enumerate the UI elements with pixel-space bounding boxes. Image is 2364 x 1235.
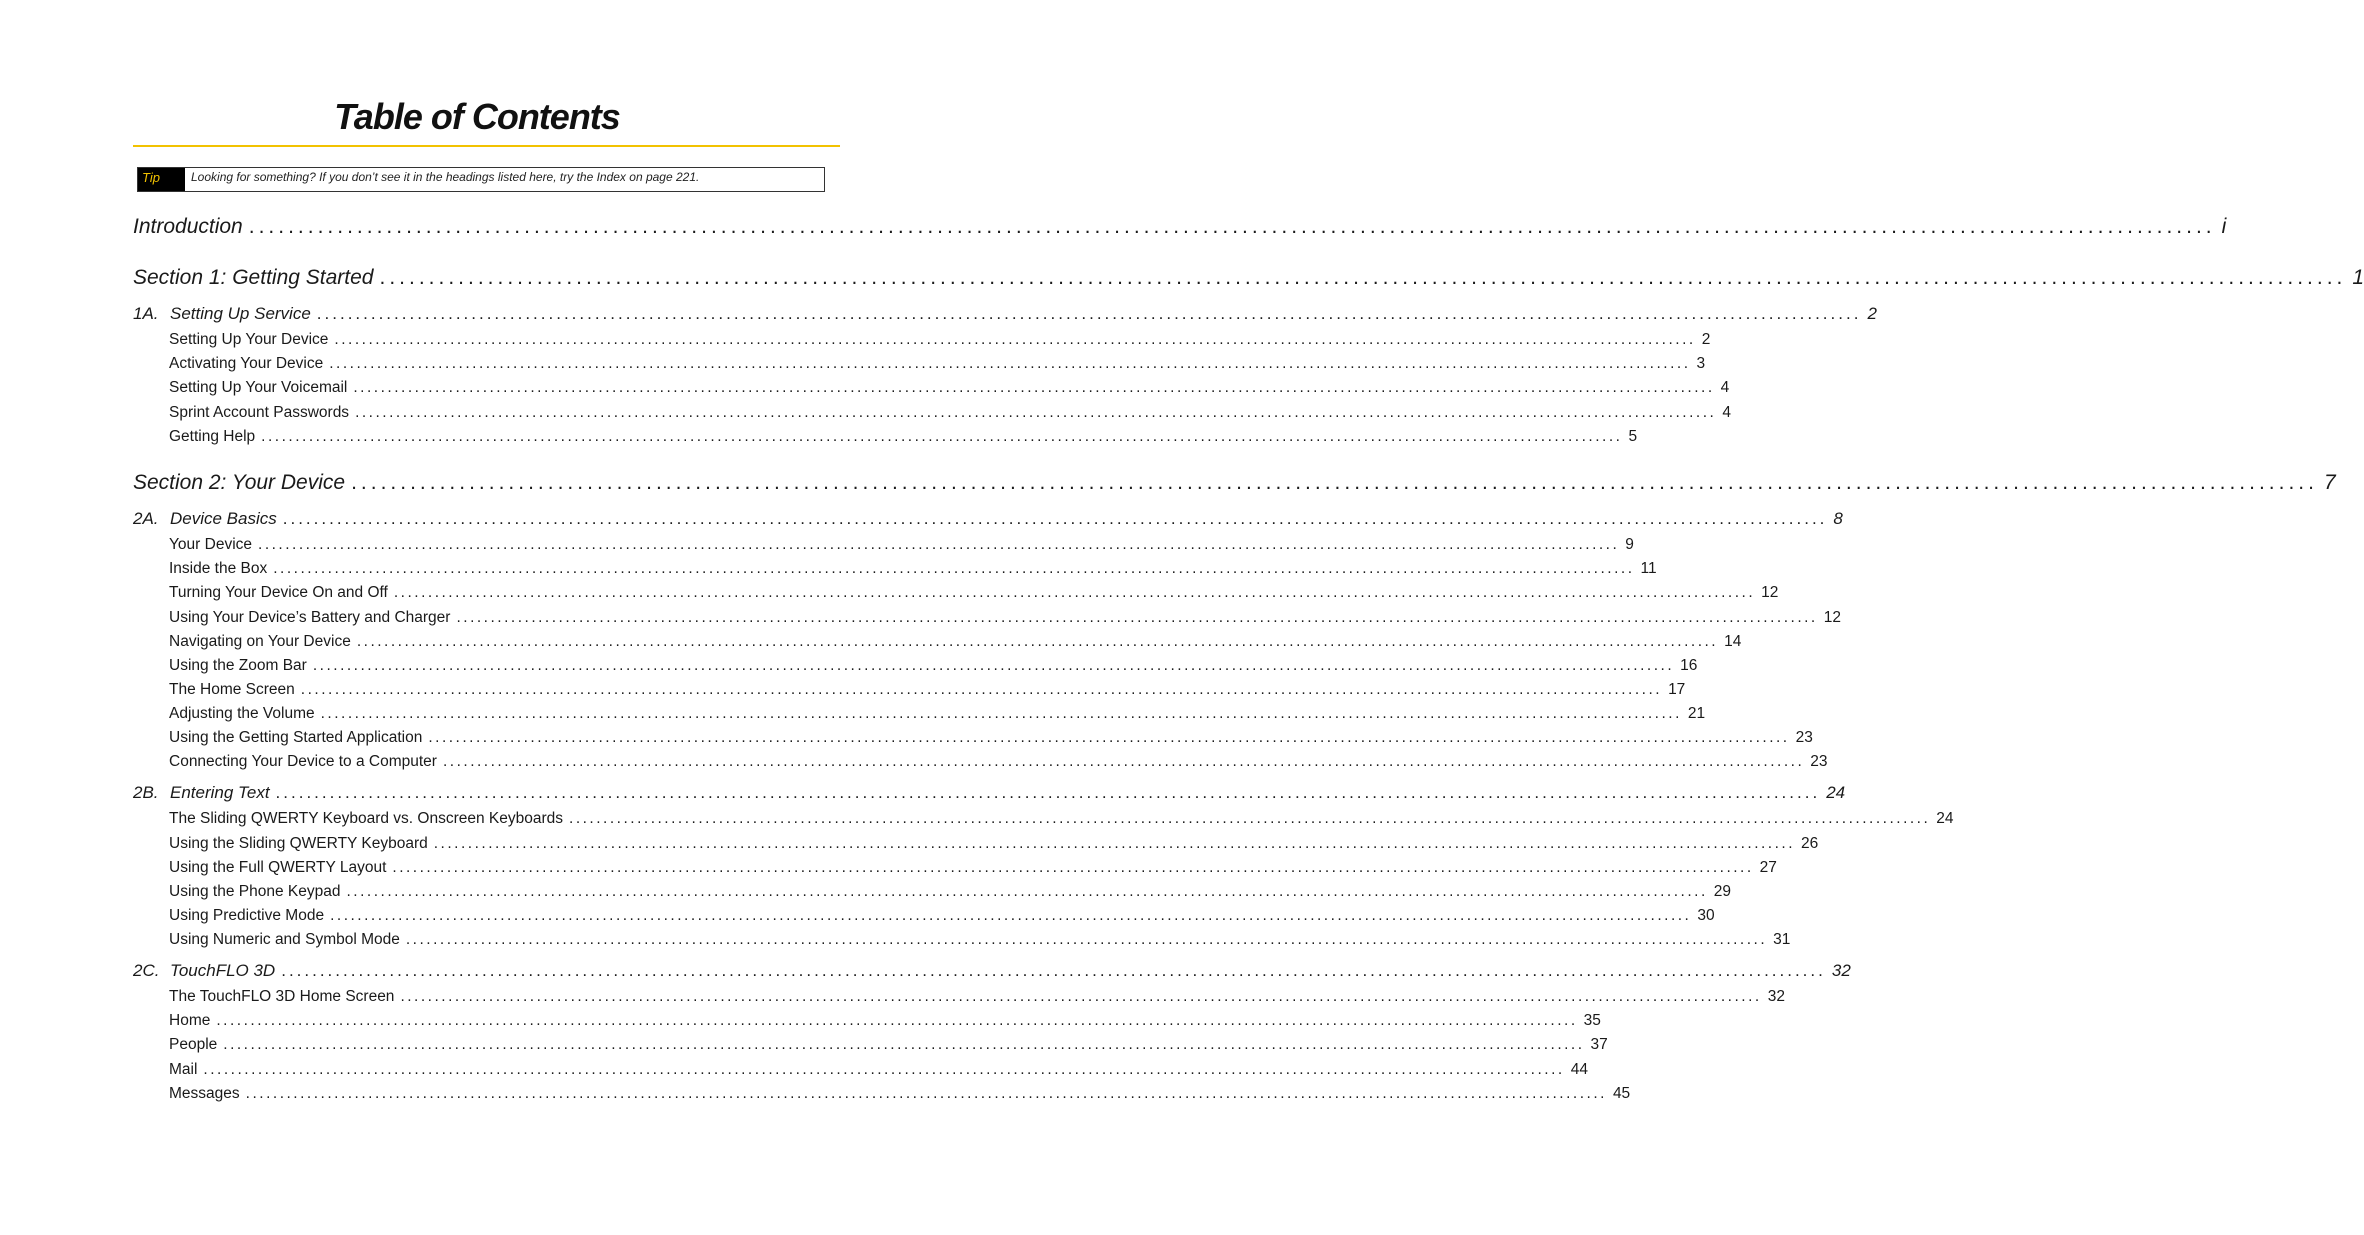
dot-leader: ........................................................................................................................................................................................................: [356, 633, 1719, 650]
toc-page-number: 29: [1713, 883, 1732, 900]
toc-entry-chapter[interactable]: [133, 961, 1851, 981]
toc-entry-title: [169, 859, 386, 877]
toc-entry-title: [133, 783, 270, 803]
toc-page-number: 23: [1810, 753, 1828, 770]
toc-entry-title: [169, 835, 428, 853]
toc-page-number: 32: [1831, 961, 1851, 980]
toc-entry-item[interactable]: [169, 859, 1777, 877]
toc-entry-item[interactable]: [169, 1036, 1608, 1054]
toc-entry-label: The Home Screen: [169, 681, 295, 698]
dot-leader: ........................................................................................................................................................................................................: [248, 215, 2216, 238]
toc-entry-label: Setting Up Your Device: [169, 331, 329, 348]
toc-entry-section[interactable]: [133, 471, 2336, 495]
toc-entry-label: Device Basics: [170, 509, 277, 528]
toc-entry-label: Mail: [169, 1061, 198, 1078]
toc-page-number: 17: [1668, 681, 1686, 698]
toc-entry-item[interactable]: [169, 705, 1706, 723]
toc-entry-item[interactable]: [169, 835, 1819, 853]
toc-entry-label: Your Device: [169, 536, 253, 553]
toc-page-number: 9: [1625, 536, 1634, 553]
toc-entry-title: [169, 705, 315, 723]
dot-leader: ........................................................................................................................................................................................................: [379, 266, 2347, 289]
toc-page-number: 7: [2323, 471, 2336, 494]
dot-leader: ........................................................................................................................................................................................................: [346, 883, 1708, 900]
toc-entry-title: [169, 1085, 240, 1103]
dot-leader: ........................................................................................................................................................................................................: [258, 536, 1620, 553]
toc-entry-item[interactable]: [169, 536, 1634, 554]
dot-leader: ........................................................................................................................................................................................................: [433, 835, 1796, 852]
toc-entry-label: Section 2: Your Device: [133, 471, 346, 494]
toc-page-number: 16: [1680, 657, 1698, 674]
dot-leader: ........................................................................................................................................................................................................: [353, 379, 1715, 396]
toc-entry-item[interactable]: [169, 810, 1954, 828]
dot-leader: ........................................................................................................................................................................................................: [282, 509, 1828, 528]
dot-leader: ........................................................................................................................................................................................................: [405, 931, 1768, 948]
toc-entry-title: [169, 355, 323, 373]
toc-entry-label: Section 1: Getting Started: [133, 266, 374, 289]
dot-leader: ........................................................................................................................................................................................................: [393, 584, 1756, 601]
toc-page-number: 2: [1867, 304, 1877, 323]
toc-entry-item[interactable]: [169, 428, 1638, 446]
toc-entry-title: [169, 1061, 197, 1079]
toc-page-number: 12: [1761, 584, 1779, 601]
dot-leader: ........................................................................................................................................................................................................: [392, 859, 1754, 876]
toc-page-number: 3: [1696, 355, 1706, 372]
toc-entry-label: Setting Up Your Voicemail: [169, 379, 348, 396]
dot-leader: ........................................................................................................................................................................................................: [281, 961, 1826, 980]
dot-leader: ........................................................................................................................................................................................................: [223, 1036, 1585, 1053]
toc-entry-label: Using the Phone Keypad: [169, 883, 341, 900]
toc-entry-item[interactable]: [169, 331, 1711, 349]
toc-chapter-number: 2B.: [133, 783, 159, 802]
toc-page-number: 8: [1833, 509, 1843, 528]
toc-entry-title: [169, 1012, 210, 1030]
toc-entry-item[interactable]: [169, 584, 1779, 602]
dot-leader: ........................................................................................................................................................................................................: [300, 681, 1663, 698]
dot-leader: ........................................................................................................................................................................................................: [569, 810, 1931, 827]
toc-entry-label: Using the Getting Started Application: [169, 729, 423, 746]
toc-entry-item[interactable]: [169, 907, 1715, 925]
toc-entry-title: [169, 729, 422, 747]
toc-entry-title: [133, 215, 243, 239]
dot-leader: ........................................................................................................................................................................................................: [261, 428, 1623, 445]
toc-entry-title: [169, 1036, 217, 1054]
toc-page-number: 37: [1590, 1036, 1608, 1053]
toc-entry-label: The Sliding QWERTY Keyboard vs. Onscreen Keyboards: [169, 810, 564, 827]
toc-entry-title: [169, 584, 388, 602]
toc-entry-item[interactable]: [169, 988, 1785, 1006]
toc-entry-item[interactable]: [169, 681, 1686, 699]
toc-chapter-number: 2A.: [133, 509, 159, 528]
toc-page-number: 14: [1724, 633, 1742, 650]
toc-entry-item[interactable]: [169, 729, 1813, 747]
toc-entry-label: TouchFLO 3D: [170, 961, 276, 980]
toc-entry-title: [169, 379, 347, 397]
toc-entry-label: Using Predictive Mode: [169, 907, 325, 924]
toc-entry-label: Activating Your Device: [169, 355, 324, 372]
toc-page-number: 31: [1773, 931, 1791, 948]
dot-leader: ........................................................................................................................................................................................................: [312, 657, 1675, 674]
toc-entry-item[interactable]: [169, 379, 1730, 397]
toc-entry-title: [169, 428, 255, 446]
toc-page-number: 12: [1823, 609, 1841, 626]
dot-leader: ........................................................................................................................................................................................................: [351, 471, 2318, 494]
toc-entry-title: [133, 509, 277, 529]
toc-page-number: 30: [1697, 907, 1715, 924]
toc-page-number: 24: [1936, 810, 1954, 827]
toc-entry-label: Entering Text: [170, 783, 270, 802]
toc-entry-title: [169, 633, 351, 651]
toc-entry-label: Connecting Your Device to a Computer: [169, 753, 437, 770]
toc-entry-label: People: [169, 1036, 218, 1053]
toc-entry-label: Using Numeric and Symbol Mode: [169, 931, 400, 948]
tip-label: Tip: [138, 168, 185, 191]
toc-entry-chapter[interactable]: [133, 783, 1846, 803]
toc-entry-title: [169, 560, 267, 578]
toc-entry-item[interactable]: [169, 633, 1742, 651]
toc-chapter-number: 1A.: [133, 304, 159, 323]
toc-entry-label: Messages: [169, 1085, 240, 1102]
toc-entry-title: [133, 266, 373, 290]
toc-page-number: 27: [1759, 859, 1777, 876]
toc-entry-title: [169, 657, 307, 675]
toc-entry-item[interactable]: [169, 883, 1732, 901]
toc-page-number: 44: [1570, 1061, 1588, 1078]
toc-entry-label: Using Your Device’s Battery and Charger: [169, 609, 451, 626]
toc-entry-chapter[interactable]: [133, 509, 1843, 529]
toc-entry-label: The TouchFLO 3D Home Screen: [169, 988, 395, 1005]
toc-entry-label: Navigating on Your Device: [169, 633, 351, 650]
toc-entry-label: Introduction: [133, 215, 243, 238]
toc-page-number: 1: [2352, 266, 2364, 289]
toc-entry-title: [169, 331, 328, 349]
toc-entry-section[interactable]: [133, 266, 2364, 290]
toc-chapter-number: 2C.: [133, 961, 160, 980]
toc-page-number: 45: [1612, 1085, 1631, 1102]
toc-entry-title: [169, 404, 349, 422]
toc-entry-label: Home: [169, 1012, 211, 1029]
toc-entry-chapter[interactable]: [133, 304, 1877, 324]
toc-page-number: 21: [1687, 705, 1706, 722]
toc-page-number: 26: [1801, 835, 1819, 852]
toc-page-number: 5: [1628, 428, 1638, 445]
toc-entry-title: [169, 609, 450, 627]
dot-leader: ........................................................................................................................................................................................................: [275, 783, 1821, 802]
toc-entry-title: [169, 681, 295, 699]
toc-entry-label: Using the Sliding QWERTY Keyboard: [169, 835, 428, 852]
toc-entry-item[interactable]: [169, 1085, 1631, 1103]
toc-entry-title: [169, 883, 340, 901]
toc-entry-label: Turning Your Device On and Off: [169, 584, 388, 601]
toc-entry-item[interactable]: [169, 560, 1657, 578]
toc-entry-item[interactable]: [169, 404, 1731, 422]
toc-entry-item[interactable]: [169, 355, 1706, 373]
toc-entry-item[interactable]: [169, 1061, 1588, 1079]
toc-page-number: 23: [1795, 729, 1813, 746]
dot-leader: ........................................................................................................................................................................................................: [273, 560, 1635, 577]
toc-entry-title: [169, 931, 400, 949]
toc-entry-title: [169, 810, 563, 828]
toc-entry-title: [133, 471, 345, 495]
toc-entry-label: Sprint Account Passwords: [169, 404, 350, 421]
toc-entry-label: Getting Help: [169, 428, 256, 445]
toc-entry-label: Using the Full QWERTY Layout: [169, 859, 387, 876]
dot-leader: ........................................................................................................................................................................................................: [316, 304, 1862, 323]
dot-leader: ........................................................................................................................................................................................................: [330, 907, 1692, 924]
toc-page-number: 35: [1583, 1012, 1601, 1029]
dot-leader: ........................................................................................................................................................................................................: [320, 705, 1682, 722]
toc-entry-item[interactable]: [169, 1012, 1601, 1030]
toc-entry-label: Inside the Box: [169, 560, 268, 577]
toc-entry-item[interactable]: [169, 931, 1791, 949]
tip-text: Looking for something? If you don’t see it in the headings listed here, try the Index on page 221.: [191, 170, 700, 184]
toc-entry-title: [169, 907, 324, 925]
toc-entry-label: Using the Zoom Bar: [169, 657, 307, 674]
toc-entry-item[interactable]: [169, 609, 1841, 627]
toc-page-number: 11: [1640, 560, 1657, 577]
title-rule: [133, 145, 840, 147]
toc-entry-label: Adjusting the Volume: [169, 705, 315, 722]
dot-leader: ........................................................................................................................................................................................................: [329, 355, 1691, 372]
dot-leader: ........................................................................................................................................................................................................: [400, 988, 1762, 1005]
toc-entry-title: [169, 753, 437, 771]
toc-entry-title: [169, 536, 252, 554]
toc-entry-intro[interactable]: [133, 215, 2227, 239]
tip-box: [137, 167, 825, 192]
toc-page-number: 4: [1722, 404, 1731, 421]
toc-page-number: i: [2221, 215, 2227, 238]
toc-page-number: 32: [1767, 988, 1785, 1005]
dot-leader: ........................................................................................................................................................................................................: [216, 1012, 1578, 1029]
page-title: Table of Contents: [334, 96, 620, 137]
dot-leader: ........................................................................................................................................................................................................: [456, 609, 1818, 626]
toc-entry-title: [169, 988, 394, 1006]
toc-page-number: 24: [1826, 783, 1846, 802]
toc-entry-title: [133, 961, 275, 981]
dot-leader: ........................................................................................................................................................................................................: [442, 753, 1805, 770]
toc-entry-label: Setting Up Service: [170, 304, 311, 323]
toc-page-number: 2: [1701, 331, 1711, 348]
toc-entry-item[interactable]: [169, 753, 1828, 771]
toc-page-number: 4: [1720, 379, 1730, 396]
toc-entry-item[interactable]: [169, 657, 1698, 675]
dot-leader: ........................................................................................................................................................................................................: [355, 404, 1717, 421]
dot-leader: ........................................................................................................................................................................................................: [203, 1061, 1565, 1078]
toc-entry-title: [133, 304, 311, 324]
dot-leader: ........................................................................................................................................................................................................: [245, 1085, 1607, 1102]
dot-leader: ........................................................................................................................................................................................................: [428, 729, 1790, 746]
dot-leader: ........................................................................................................................................................................................................: [334, 331, 1696, 348]
